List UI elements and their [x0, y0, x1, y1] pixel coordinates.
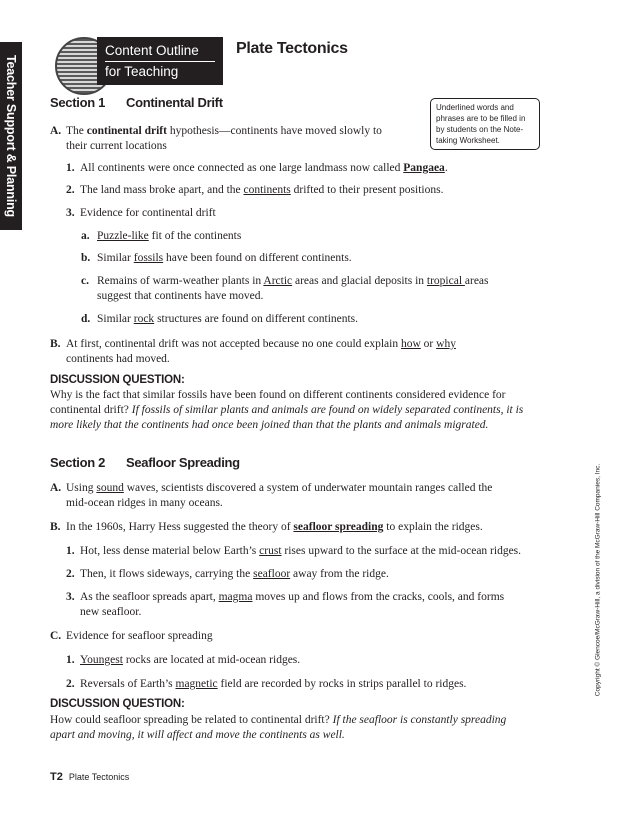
outline-item-s1-a3a: a. Puzzle-like fit of the continents [81, 230, 242, 242]
note-box: Underlined words and phrases are to be filled in by students on the Note-taking Worksheet. [430, 98, 540, 150]
outline-item-s2-a-cont: mid-ocean ridges in many oceans. [66, 497, 223, 509]
footer-title: Plate Tectonics [68, 772, 130, 782]
outline-item-s1-a3: 3. Evidence for continental drift [66, 207, 216, 219]
outline-item-s1-a2: 2. The land mass broke apart, and the continents drifted to their present positions. [66, 184, 444, 196]
outline-item-s2-b2: 2. Then, it flows sideways, carrying the seafloor away from the ridge. [66, 568, 389, 580]
discussion-question-s1-line2: continental drift? If fossils of similar plants and animals are found on widely separated continents, it is [50, 404, 524, 416]
section-number: Section 2 [50, 455, 106, 470]
outline-item-s2-b: B. In the 1960s, Harry Hess suggested the theory of seafloor spreading to explain the ridges. [50, 521, 483, 533]
banner-line-1: Content Outline [105, 43, 199, 58]
outline-item-s2-c: C. Evidence for seafloor spreading [50, 630, 213, 642]
page-number: T2 [50, 771, 63, 783]
discussion-answer: If the seafloor is constantly spreading [332, 714, 507, 726]
discussion-question-s2-line1: How could seafloor spreading be related to continental drift? If the seafloor is constantly spreading [50, 714, 507, 726]
outline-item-s1-a: A. The continental drift hypothesis—continents have moved slowly to [50, 125, 382, 137]
discussion-question-s1-line1: Why is the fact that similar fossils have been found on different continents considered evidence for [50, 389, 506, 401]
outline-item-s2-b3: 3. As the seafloor spreads apart, magma moves up and flows from the cracks, cools, and forms [66, 591, 505, 603]
outline-item-s2-b1: 1. Hot, less dense material below Earth’s crust rises upward to the surface at the mid-ocean ridges. [66, 545, 522, 557]
outline-item-s1-a3d: d. Similar rock structures are found on different continents. [81, 313, 359, 325]
banner-divider [105, 61, 215, 62]
discussion-question-label: DISCUSSION QUESTION: [50, 698, 185, 710]
discussion-answer-s2-line2: apart and moving, it will affect and move the continents as well. [50, 729, 345, 741]
outline-item-s1-a1: 1. All continents were once connected as one large landmass now called Pangaea. [66, 162, 448, 174]
section-2-heading [50, 455, 240, 470]
banner-line-2: for Teaching [105, 64, 179, 79]
outline-item-s1-b: B. At first, continental drift was not accepted because no one could explain how or why [50, 338, 456, 350]
section-title: Seafloor Spreading [126, 455, 240, 470]
section-title: Continental Drift [126, 95, 223, 110]
section-1-heading [50, 95, 223, 110]
copyright-notice: Copyright © Glencoe/McGraw-Hill, a division of the McGraw-Hill Companies, Inc. [594, 463, 602, 697]
discussion-answer-s1-line3: more likely that the continents had once been joined than that the plants and animals migrated. [50, 419, 489, 431]
side-tab-label: Teacher Support & Planning [4, 55, 18, 217]
section-number: Section 1 [50, 95, 106, 110]
outline-item-s2-b3-cont: new seafloor. [80, 606, 142, 618]
outline-item-s1-a3c-cont: suggest that continents have moved. [97, 290, 264, 302]
content-outline-banner [97, 37, 223, 85]
side-tab [0, 42, 22, 230]
discussion-question-label: DISCUSSION QUESTION: [50, 374, 185, 386]
outline-item-s2-c1: 1. Youngest rocks are located at mid-ocean ridges. [66, 654, 301, 666]
page-title: Plate Tectonics [236, 40, 348, 57]
outline-item-s2-c2: 2. Reversals of Earth’s magnetic field are recorded by rocks in strips parallel to ridges. [66, 678, 467, 690]
page-footer [50, 771, 129, 783]
outline-item-s1-a3c: c. Remains of warm-weather plants in Arctic areas and glacial deposits in tropical areas [81, 275, 489, 287]
discussion-answer: If fossils of similar plants and animals are found on widely separated continents, it is [131, 404, 524, 416]
outline-item-s1-a3b: b. Similar fossils have been found on different continents. [81, 252, 352, 264]
outline-item-s1-b-cont: continents had moved. [66, 353, 170, 365]
outline-item-s2-a: A. Using sound waves, scientists discovered a system of underwater mountain ranges called the [50, 482, 493, 494]
outline-item-s1-a-cont: their current locations [66, 140, 167, 152]
